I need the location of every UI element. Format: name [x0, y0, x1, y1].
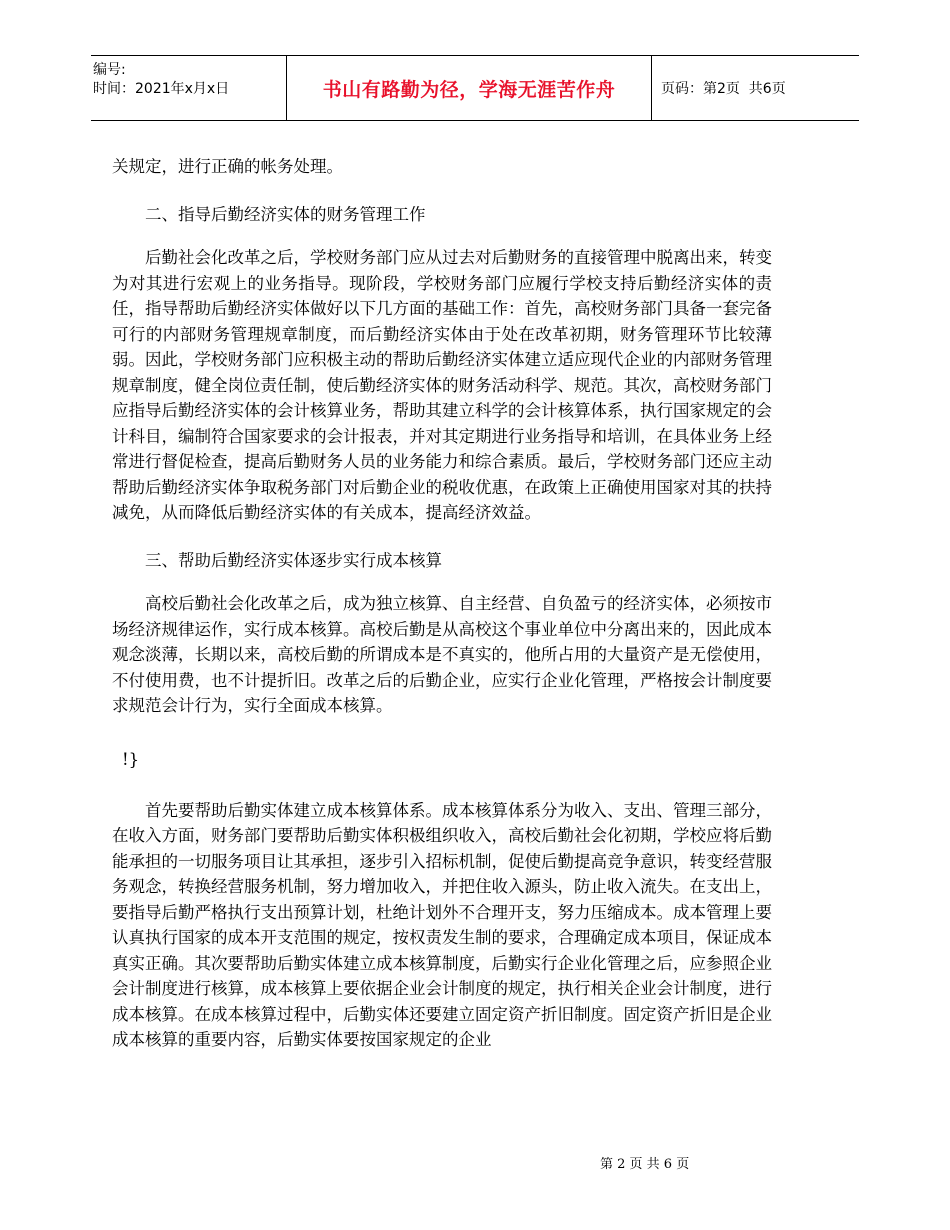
header-meta [91, 56, 286, 120]
paragraph-continuation: 关规定，进行正确的帐务处理。 [112, 157, 343, 176]
doc-number-label: 编号: [93, 62, 126, 78]
paragraph-cost-accounting: 高校后勤社会化改革之后，成为独立核算、自主经营、自负盈亏的经济实体，必须按市场经济规律运作，实行成本核算。高校后勤是从高校这个事业单位中分离出来的，因此成本观念淡薄，长期以来，高校后勤的所谓成本是不真实的，他所占用的大量资产是无偿使用，不付使用费，也不计提折旧。改革之后的后勤企业，应实行企业化管理，严格按会计制度要求规范会计行为，实行全面成本核算。 [112, 594, 772, 715]
paragraph-cost-system: 首先要帮助后勤实体建立成本核算体系。成本核算体系分为收入、支出、管理三部分，在收入方面，财务部门要帮助后勤实体积极组织收入，高校后勤社会化初期，学校应将后勤能承担的一切服务项目让其承担，逐步引入招标机制，促使后勤提高竞争意识，转变经营服务观念，转换经营服务机制，努力增加收入，并把住收入源头，防止收入流失。在支出上，要指导后勤严格执行支出预算计划，杜绝计划外不合理开支，努力压缩成本。成本管理上要认真执行国家的成本开支范围的规定，按权责发生制的要求，合理确定成本项目，保证成本真实正确。其次要帮助后勤实体建立成本核算制度，后勤实行企业化管理之后，应参照企业会计制度进行核算，成本核算上要依据企业会计制度的规定，执行相关企业会计制度，进行成本核算。在成本核算过程中，后勤实体还要建立固定资产折旧制度。固定资产折旧是企业成本核算的重要内容，后勤实体要按国家规定的企业 [112, 800, 772, 1049]
page-footer: 第 2 页 共 6 页 [600, 1157, 690, 1172]
page-info-text: 页码：第2页 共6页 [661, 81, 786, 97]
page-header [91, 55, 859, 121]
paragraph-finance-guidance: 后勤社会化改革之后，学校财务部门应从过去对后勤财务的直接管理中脱离出来，转变为对其进行宏观上的业务指导。现阶段，学校财务部门应履行学校支持后勤经济实体的责任，指导帮助后勤经济实体做好以下几方面的基础工作：首先，高校财务部门具备一套完备可行的内部财务管理规章制度，而后勤经济实体由于处在改革初期，财务管理环节比较薄弱。因此，学校财务部门应积极主动的帮助后勤经济实体建立适应现代企业的内部财务管理规章制度，健全岗位责任制，使后勤经济实体的财务活动科学、规范。其次，高校财务部门应指导后勤经济实体的会计核算业务，帮助其建立科学的会计核算体系，执行国家规定的会计科目，编制符合国家要求的会计报表，并对其定期进行业务指导和培训，在具体业务上经常进行督促检查，提高后勤财务人员的业务能力和综合素质。最后，学校财务部门还应主动帮助后勤经济实体争取税务部门对后勤企业的税收优惠，在政策上正确使用国家对其的扶持减免，从而降低后勤经济实体的有关成本，提高经济效益。 [112, 248, 772, 522]
header-motto: 书山有路勤为径，学海无涯苦作舟 [286, 56, 652, 120]
section-heading-2: 二、指导后勤经济实体的财务管理工作 [145, 204, 426, 224]
stray-marker: !} [122, 749, 140, 769]
section-heading-3: 三、帮助后勤经济实体逐步实行成本核算 [145, 550, 442, 570]
header-page-info [652, 56, 859, 120]
doc-date: 时间：2021年x月x日 [93, 81, 230, 97]
document-body [112, 154, 772, 1053]
